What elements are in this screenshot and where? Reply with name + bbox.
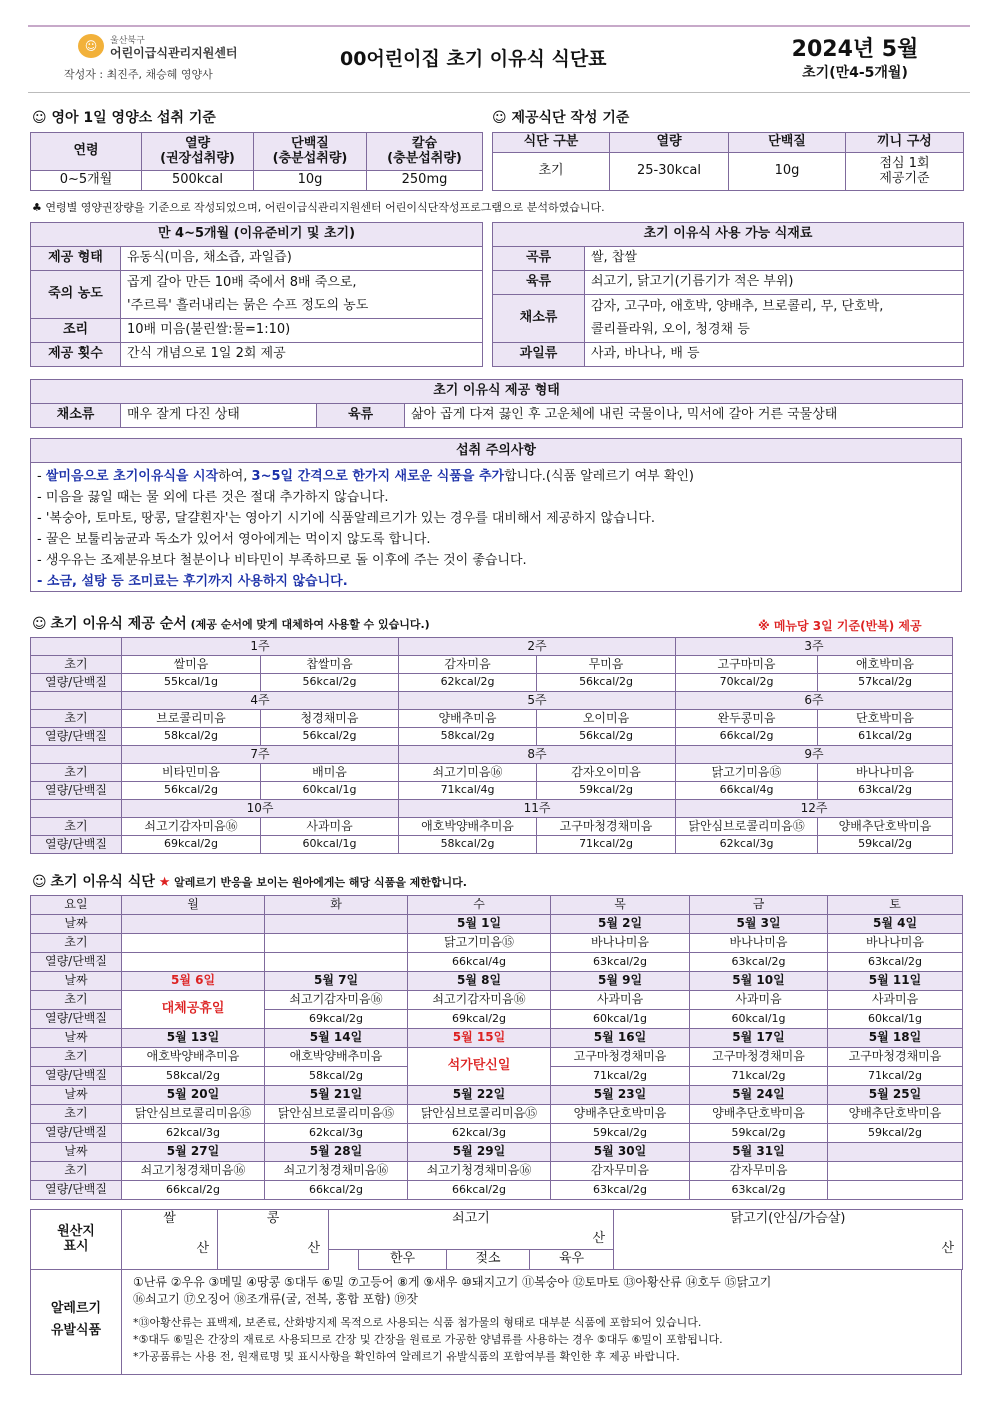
- order-row-kcal-label: 열량/단백질: [31, 836, 122, 854]
- prep-value: 간식 개념으로 1일 2회 제공: [121, 343, 483, 367]
- menu-day-header: 요일: [31, 896, 122, 915]
- smile-icon: ☺: [32, 874, 47, 890]
- menu-day: 월: [122, 896, 265, 915]
- holiday-label: 석가탄신일: [408, 1048, 551, 1086]
- prep-key: 제공 형태: [31, 247, 121, 271]
- menu-item: 고구마청경채미음: [828, 1048, 963, 1067]
- intake-calcium: 250mg: [367, 171, 483, 191]
- menu-title: 초기 이유식 식단: [50, 874, 155, 890]
- order-menu-item: 애호박미음: [818, 656, 953, 674]
- order-menu-item: 찹쌀미음: [261, 656, 399, 674]
- menu-date: [265, 915, 408, 934]
- prep-title: 만 4~5개월 (이유준비기 및 초기): [31, 223, 483, 247]
- prep-key: 제공 횟수: [31, 343, 121, 367]
- smile-icon: ☺: [32, 616, 47, 632]
- menu-date: 5월 30일: [551, 1143, 690, 1162]
- origin-chicken: 닭고기(안심/가슴살): [614, 1210, 963, 1230]
- order-kcal-item: 71kcal/2g: [537, 836, 676, 854]
- origin-chicken-value: 산: [614, 1230, 963, 1270]
- menu-kcal: 63kcal/2g: [551, 1181, 690, 1200]
- order-title: 초기 이유식 제공 순서: [50, 616, 187, 632]
- order-menu-item: 감자오이미음: [537, 764, 676, 782]
- menu-date: 5월 13일: [122, 1029, 265, 1048]
- standard-kcal: 25-30kcal: [610, 153, 729, 191]
- order-kcal-item: 58kcal/2g: [399, 836, 537, 854]
- ingredients-table: [492, 222, 963, 367]
- menu-kcal: 62kcal/3g: [408, 1124, 551, 1143]
- year-month: 2024년 5월: [791, 37, 919, 62]
- caution-line: - 쌀미음으로 초기이유식을 시작하여, 3~5일 간격으로 한가지 새로운 식품을 추가합니다.(식품 알레르기 여부 확인): [37, 469, 695, 484]
- order-menu-item: 고구마청경채미음: [537, 818, 676, 836]
- order-week-label: 1주: [122, 638, 399, 656]
- order-kcal-item: 59kcal/2g: [818, 836, 953, 854]
- order-menu-item: 닭안심브로콜리미음⑮: [676, 818, 818, 836]
- order-week-blank: [31, 638, 122, 656]
- menu-kcal: 63kcal/2g: [828, 953, 963, 972]
- order-week-label: 7주: [122, 746, 399, 764]
- menu-kcal: 62kcal/3g: [122, 1124, 265, 1143]
- menu-date: 5월 16일: [551, 1029, 690, 1048]
- origin-table: [30, 1209, 962, 1270]
- order-kcal-item: 63kcal/2g: [818, 782, 953, 800]
- menu-kcal: 69kcal/2g: [408, 1010, 551, 1029]
- form-key-veg: 채소류: [31, 404, 121, 428]
- menu-date: 5월 25일: [828, 1086, 963, 1105]
- menu-row-menu-label: 초기: [31, 1105, 122, 1124]
- order-kcal-item: 71kcal/4g: [399, 782, 537, 800]
- menu-row-menu-label: 초기: [31, 991, 122, 1010]
- order-kcal-item: 62kcal/2g: [399, 674, 537, 692]
- smile-icon: ☺: [492, 110, 507, 126]
- origin-rice-value: 산: [122, 1230, 218, 1270]
- menu-kcal: 63kcal/2g: [690, 1181, 828, 1200]
- menu-row-kcal-label: 열량/단백질: [31, 1067, 122, 1086]
- order-row-menu-label: 초기: [31, 764, 122, 782]
- ingredient-value: 감자, 고구마, 애호박, 양배추, 브로콜리, 무, 단호박, 콜리플라워, 오이, 청경채 등: [585, 295, 964, 343]
- ingredient-key: 과일류: [493, 343, 585, 367]
- menu-date: 5월 14일: [265, 1029, 408, 1048]
- origin-rice: 쌀: [122, 1210, 218, 1230]
- menu-item: 애호박양배추미음: [122, 1048, 265, 1067]
- order-menu-item: 비타민미음: [122, 764, 261, 782]
- menu-date: 5월 22일: [408, 1086, 551, 1105]
- menu-date: 5월 28일: [265, 1143, 408, 1162]
- origin-hanwoo: 한우: [359, 1250, 447, 1270]
- intake-table: [30, 132, 482, 191]
- menu-kcal: 66kcal/2g: [122, 1181, 265, 1200]
- menu-date: 5월 6일: [122, 972, 265, 991]
- menu-date: 5월 27일: [122, 1143, 265, 1162]
- menu-item: 고구마청경채미음: [690, 1048, 828, 1067]
- menu-row-kcal-label: 열량/단백질: [31, 953, 122, 972]
- analysis-note: ♣ 연령별 영양권장량을 기준으로 작성되었으며, 어린이급식관리지원센터 어린이식단작성프로그램으로 분석하였습니다.: [32, 201, 605, 214]
- intake-title: ☺ 영아 1일 영양소 섭취 기준: [32, 110, 216, 126]
- menu-date: 5월 3일: [690, 915, 828, 934]
- menu-date: 5월 2일: [551, 915, 690, 934]
- order-week-blank: [31, 692, 122, 710]
- menu-item: 쇠고기청경채미음⑯: [408, 1162, 551, 1181]
- order-menu-item: 오이미음: [537, 710, 676, 728]
- order-kcal-item: 66kcal/2g: [676, 728, 818, 746]
- order-menu-item: 바나나미음: [818, 764, 953, 782]
- ingredient-key: 곡류: [493, 247, 585, 271]
- menu-subtitle: 알레르기 반응을 보이는 원아에게는 해당 식품을 제한합니다.: [174, 876, 467, 889]
- menu-row-date-label: 날짜: [31, 915, 122, 934]
- origin-beef-value: 산: [329, 1230, 614, 1250]
- ingredient-key: 채소류: [493, 295, 585, 343]
- menu-item: 바나나미음: [690, 934, 828, 953]
- prep-table: [30, 222, 482, 367]
- menu-date: 5월 17일: [690, 1029, 828, 1048]
- order-week-label: 8주: [399, 746, 676, 764]
- allergy-content: [133, 1274, 957, 1365]
- menu-table: [30, 895, 962, 1200]
- order-week-label: 3주: [676, 638, 953, 656]
- menu-item: 감자무미음: [551, 1162, 690, 1181]
- order-kcal-item: 55kcal/1g: [122, 674, 261, 692]
- menu-item: 닭안심브로콜리미음⑮: [265, 1105, 408, 1124]
- caution-line: - 생우유는 조제분유보다 철분이나 비타민이 부족하므로 돌 이후에 주는 것이 좋습니다.: [37, 553, 527, 568]
- menu-row-kcal-label: 열량/단백질: [31, 1124, 122, 1143]
- stage-label: 초기(만4-5개월): [802, 65, 908, 81]
- order-row-menu-label: 초기: [31, 818, 122, 836]
- prep-value: 10배 미음(불린쌀:물=1:10): [121, 319, 483, 343]
- origin-beef: 쇠고기: [329, 1210, 614, 1230]
- order-menu-item: 양배추미음: [399, 710, 537, 728]
- menu-item: 애호박양배추미음: [265, 1048, 408, 1067]
- intake-age: 0~5개월: [31, 171, 142, 191]
- order-kcal-item: 60kcal/1g: [261, 782, 399, 800]
- author: 작성자 : 최진주, 채승혜 영양사: [64, 68, 213, 81]
- menu-date: 5월 11일: [828, 972, 963, 991]
- menu-kcal: 71kcal/2g: [551, 1067, 690, 1086]
- caution-line: - '복숭아, 토마토, 땅콩, 달걀흰자'는 영아기 시기에 식품알레르기가 있는 경우를 대비해서 제공하지 않습니다.: [37, 511, 655, 526]
- order-menu-item: 쇠고기미음⑯: [399, 764, 537, 782]
- menu-date: 5월 23일: [551, 1086, 690, 1105]
- menu-item: 사과미음: [690, 991, 828, 1010]
- order-menu-item: 감자미음: [399, 656, 537, 674]
- star-icon: ★: [158, 875, 171, 890]
- order-kcal-item: 56kcal/2g: [537, 728, 676, 746]
- standard-type: 초기: [493, 153, 610, 191]
- order-week-label: 11주: [399, 800, 676, 818]
- menu-date: 5월 21일: [265, 1086, 408, 1105]
- holiday-label: 대체공휴일: [122, 991, 265, 1029]
- order-kcal-item: 56kcal/2g: [122, 782, 261, 800]
- menu-item: 쇠고기청경채미음⑯: [122, 1162, 265, 1181]
- order-kcal-item: 62kcal/3g: [676, 836, 818, 854]
- form-value-meat: 삶아 곱게 다져 끓인 후 고운체에 내린 국물이나, 믹서에 갈아 거른 국물상태: [405, 404, 963, 428]
- menu-day: 목: [551, 896, 690, 915]
- menu-kcal: 66kcal/4g: [408, 953, 551, 972]
- menu-kcal: 66kcal/2g: [408, 1181, 551, 1200]
- order-menu-item: 닭고기미음⑮: [676, 764, 818, 782]
- order-table: [30, 637, 952, 854]
- menu-kcal: 60kcal/1g: [690, 1010, 828, 1029]
- menu-date: [828, 1143, 963, 1162]
- intake-kcal: 500kcal: [142, 171, 254, 191]
- origin-bean: 콩: [218, 1210, 329, 1230]
- order-note: ※ 메뉴당 3일 기준(반복) 제공: [758, 619, 922, 633]
- order-menu-item: 고구마미음: [676, 656, 818, 674]
- menu-item: 닭안심브로콜리미음⑮: [122, 1105, 265, 1124]
- menu-day: 토: [828, 896, 963, 915]
- form-key-meat: 육류: [317, 404, 405, 428]
- allergy-list-line: ①난류 ②우유 ③메밀 ④땅콩 ⑤대두 ⑥밀 ⑦고등어 ⑧게 ⑨새우 ⑩돼지고기 ⑪복숭아 ⑫토마토 ⑬아황산류 ⑭호두 ⑮닭고기: [133, 1275, 772, 1289]
- order-row-kcal-label: 열량/단백질: [31, 782, 122, 800]
- menu-kcal: 59kcal/2g: [690, 1124, 828, 1143]
- order-menu-item: 배미음: [261, 764, 399, 782]
- menu-item: 사과미음: [828, 991, 963, 1010]
- menu-day: 화: [265, 896, 408, 915]
- allergy-box: [30, 1270, 962, 1375]
- prep-value: 유동식(미음, 채소즙, 과일즙): [121, 247, 483, 271]
- menu-date: 5월 4일: [828, 915, 963, 934]
- caution-line: - 꿀은 보툴리눔균과 독소가 있어서 영아에게는 먹이지 않도록 합니다.: [37, 532, 431, 547]
- intake-h-age: 연령: [31, 133, 142, 171]
- menu-date: 5월 15일: [408, 1029, 551, 1048]
- menu-kcal: 58kcal/2g: [122, 1067, 265, 1086]
- ingredient-value: 쇠고기, 닭고기(기름기가 적은 부위): [585, 271, 964, 295]
- menu-item: 쇠고기청경채미음⑯: [265, 1162, 408, 1181]
- menu-kcal: 62kcal/3g: [265, 1124, 408, 1143]
- org-name-small: 울산북구: [110, 36, 145, 46]
- order-kcal-item: 58kcal/2g: [122, 728, 261, 746]
- menu-kcal: [122, 953, 265, 972]
- caution-box: [30, 438, 962, 592]
- menu-kcal: 60kcal/1g: [551, 1010, 690, 1029]
- menu-item: 쇠고기감자미음⑯: [265, 991, 408, 1010]
- top-rule: [28, 25, 970, 27]
- prep-key: 조리: [31, 319, 121, 343]
- menu-row-menu-label: 초기: [31, 934, 122, 953]
- order-kcal-item: 59kcal/2g: [537, 782, 676, 800]
- order-week-label: 4주: [122, 692, 399, 710]
- allergy-note: *⑬아황산류는 표백제, 보존료, 산화방지제 목적으로 사용되는 식품 첨가물의 형태로 대부분 식품에 포함되어 있습니다.: [133, 1316, 702, 1329]
- menu-item: 바나나미음: [551, 934, 690, 953]
- intake-h-kcal: 열량 (권장섭취량): [142, 133, 254, 171]
- menu-kcal: 66kcal/2g: [265, 1181, 408, 1200]
- order-week-label: 12주: [676, 800, 953, 818]
- order-week-label: 2주: [399, 638, 676, 656]
- order-row-menu-label: 초기: [31, 710, 122, 728]
- menu-row-kcal-label: 열량/단백질: [31, 1181, 122, 1200]
- menu-date: 5월 1일: [408, 915, 551, 934]
- club-icon: ♣: [32, 201, 42, 214]
- order-heading: [32, 613, 430, 633]
- menu-item: 바나나미음: [828, 934, 963, 953]
- menu-kcal: 69kcal/2g: [265, 1010, 408, 1029]
- intake-protein: 10g: [254, 171, 367, 191]
- menu-item: 양배추단호박미음: [828, 1105, 963, 1124]
- order-menu-item: 애호박양배추미음: [399, 818, 537, 836]
- menu-kcal: 63kcal/2g: [551, 953, 690, 972]
- menu-row-menu-label: 초기: [31, 1048, 122, 1067]
- menu-date: 5월 8일: [408, 972, 551, 991]
- intake-h-protein: 단백질 (충분섭취량): [254, 133, 367, 171]
- menu-item: 닭고기미음⑮: [408, 934, 551, 953]
- caution-line: - 소금, 설탕 등 조미료는 후기까지 사용하지 않습니다.: [37, 574, 348, 589]
- menu-row-date-label: 날짜: [31, 1143, 122, 1162]
- order-kcal-item: 58kcal/2g: [399, 728, 537, 746]
- prep-value: 곱게 갈아 만든 10배 죽에서 8배 죽으로, '주르륵' 흘러내리는 묽은 수프 정도의 농도: [121, 271, 483, 319]
- order-week-blank: [31, 746, 122, 764]
- form-value-veg: 매우 잘게 다진 상태: [121, 404, 317, 428]
- menu-date: [122, 915, 265, 934]
- ingredient-key: 육류: [493, 271, 585, 295]
- order-kcal-item: 66kcal/4g: [676, 782, 818, 800]
- order-subtitle: (제공 순서에 맞게 대체하여 사용할 수 있습니다.): [190, 618, 430, 631]
- order-kcal-item: 57kcal/2g: [818, 674, 953, 692]
- order-menu-item: 사과미음: [261, 818, 399, 836]
- header-rule: [28, 92, 970, 93]
- allergy-label: 알레르기 유발식품: [31, 1270, 122, 1374]
- menu-kcal: [265, 953, 408, 972]
- order-menu-item: 완두콩미음: [676, 710, 818, 728]
- menu-item: 양배추단호박미음: [690, 1105, 828, 1124]
- menu-date: 5월 20일: [122, 1086, 265, 1105]
- menu-heading: [32, 871, 467, 891]
- order-kcal-item: 61kcal/2g: [818, 728, 953, 746]
- order-kcal-item: 56kcal/2g: [537, 674, 676, 692]
- ingredient-value: 쌀, 찹쌀: [585, 247, 964, 271]
- standard-h-kcal: 열량: [610, 133, 729, 153]
- order-menu-item: 쇠고기감자미음⑯: [122, 818, 261, 836]
- menu-date: 5월 10일: [690, 972, 828, 991]
- order-week-blank: [31, 800, 122, 818]
- order-menu-item: 쌀미음: [122, 656, 261, 674]
- menu-item: 쇠고기감자미음⑯: [408, 991, 551, 1010]
- order-kcal-item: 60kcal/1g: [261, 836, 399, 854]
- menu-kcal: 71kcal/2g: [690, 1067, 828, 1086]
- caution-list: [31, 463, 961, 595]
- menu-kcal: [828, 1181, 963, 1200]
- caution-highlight: 쌀미음으로 초기이유식을 시작: [45, 469, 219, 484]
- menu-item: 양배추단호박미음: [551, 1105, 690, 1124]
- standard-h-meal: 끼니 구성: [846, 133, 964, 153]
- menu-item: [828, 1162, 963, 1181]
- menu-date: 5월 29일: [408, 1143, 551, 1162]
- menu-date: 5월 9일: [551, 972, 690, 991]
- order-kcal-item: 56kcal/2g: [261, 728, 399, 746]
- order-menu-item: 브로콜리미음: [122, 710, 261, 728]
- menu-date: 5월 18일: [828, 1029, 963, 1048]
- order-kcal-item: 69kcal/2g: [122, 836, 261, 854]
- order-week-label: 5주: [399, 692, 676, 710]
- form-table: [30, 379, 962, 428]
- order-week-label: 10주: [122, 800, 399, 818]
- standard-protein: 10g: [729, 153, 846, 191]
- menu-row-date-label: 날짜: [31, 1029, 122, 1048]
- menu-kcal: 58kcal/2g: [265, 1067, 408, 1086]
- menu-kcal: 60kcal/1g: [828, 1010, 963, 1029]
- intake-h-calcium: 칼슘 (충분섭취량): [367, 133, 483, 171]
- menu-row-menu-label: 초기: [31, 1162, 122, 1181]
- allergy-note: *⑤대두 ⑥밀은 간장의 재료로 사용되므로 간장 및 간장을 원료로 가공한 양념류를 사용하는 경우 ⑤대두 ⑥밀이 포함됩니다.: [133, 1333, 723, 1346]
- allergy-note: *가공품류는 사용 전, 원재료명 및 표시사항을 확인하여 알레르기 유발식품의 포함여부를 확인한 후 제공 바랍니다.: [133, 1350, 680, 1363]
- menu-day: 금: [690, 896, 828, 915]
- order-week-label: 9주: [676, 746, 953, 764]
- ingredient-value: 사과, 바나나, 배 등: [585, 343, 964, 367]
- form-title: 초기 이유식 제공 형태: [31, 380, 963, 404]
- menu-kcal: 63kcal/2g: [690, 953, 828, 972]
- standard-h-protein: 단백질: [729, 133, 846, 153]
- order-row-kcal-label: 열량/단백질: [31, 728, 122, 746]
- caution-line: - 미음을 끓일 때는 물 외에 다른 것은 절대 추가하지 않습니다.: [37, 490, 389, 505]
- standard-h-type: 식단 구분: [493, 133, 610, 153]
- menu-item: 사과미음: [551, 991, 690, 1010]
- menu-date: 5월 24일: [690, 1086, 828, 1105]
- standard-table: [492, 132, 963, 191]
- order-row-menu-label: 초기: [31, 656, 122, 674]
- menu-item: 감자무미음: [690, 1162, 828, 1181]
- order-kcal-item: 56kcal/2g: [261, 674, 399, 692]
- menu-kcal: 71kcal/2g: [828, 1067, 963, 1086]
- order-menu-item: 양배추단호박미음: [818, 818, 953, 836]
- menu-row-date-label: 날짜: [31, 972, 122, 991]
- order-week-label: 6주: [676, 692, 953, 710]
- order-menu-item: 무미음: [537, 656, 676, 674]
- order-kcal-item: 70kcal/2g: [676, 674, 818, 692]
- page-title: 00어린이집 초기 이유식 식단표: [340, 48, 607, 70]
- org-logo: ☺: [78, 34, 104, 58]
- menu-kcal: 59kcal/2g: [828, 1124, 963, 1143]
- allergy-list-line: ⑯쇠고기 ⑰오징어 ⑱조개류(굴, 전복, 홍합 포함) ⑲잣: [133, 1292, 418, 1306]
- menu-row-date-label: 날짜: [31, 1086, 122, 1105]
- origin-bean-value: 산: [218, 1230, 329, 1270]
- order-menu-item: 단호박미음: [818, 710, 953, 728]
- prep-key: 죽의 농도: [31, 271, 121, 319]
- standard-meal: 점심 1회 제공기준: [846, 153, 964, 191]
- order-row-kcal-label: 열량/단백질: [31, 674, 122, 692]
- menu-date: 5월 31일: [690, 1143, 828, 1162]
- menu-row-kcal-label: 열량/단백질: [31, 1010, 122, 1029]
- menu-item: [265, 934, 408, 953]
- standard-title: ☺ 제공식단 작성 기준: [492, 110, 630, 126]
- menu-item: 고구마청경채미음: [551, 1048, 690, 1067]
- caution-highlight: 3~5일 간격으로 한가지 새로운 식품을 추가: [251, 469, 505, 484]
- smile-icon: ☺: [32, 110, 47, 126]
- origin-label: 원산지 표시: [31, 1210, 122, 1270]
- menu-date: 5월 7일: [265, 972, 408, 991]
- menu-day: 수: [408, 896, 551, 915]
- order-menu-item: 청경채미음: [261, 710, 399, 728]
- menu-item: 닭안심브로콜리미음⑮: [408, 1105, 551, 1124]
- org-name: 어린이급식관리지원센터: [110, 46, 238, 60]
- origin-jeotso: 젖소: [447, 1250, 530, 1270]
- menu-kcal: 59kcal/2g: [551, 1124, 690, 1143]
- caution-title: 섭취 주의사항: [31, 439, 961, 463]
- menu-item: [122, 934, 265, 953]
- origin-yukwoo: 육우: [530, 1250, 614, 1270]
- ingredients-title: 초기 이유식 사용 가능 식재료: [493, 223, 964, 247]
